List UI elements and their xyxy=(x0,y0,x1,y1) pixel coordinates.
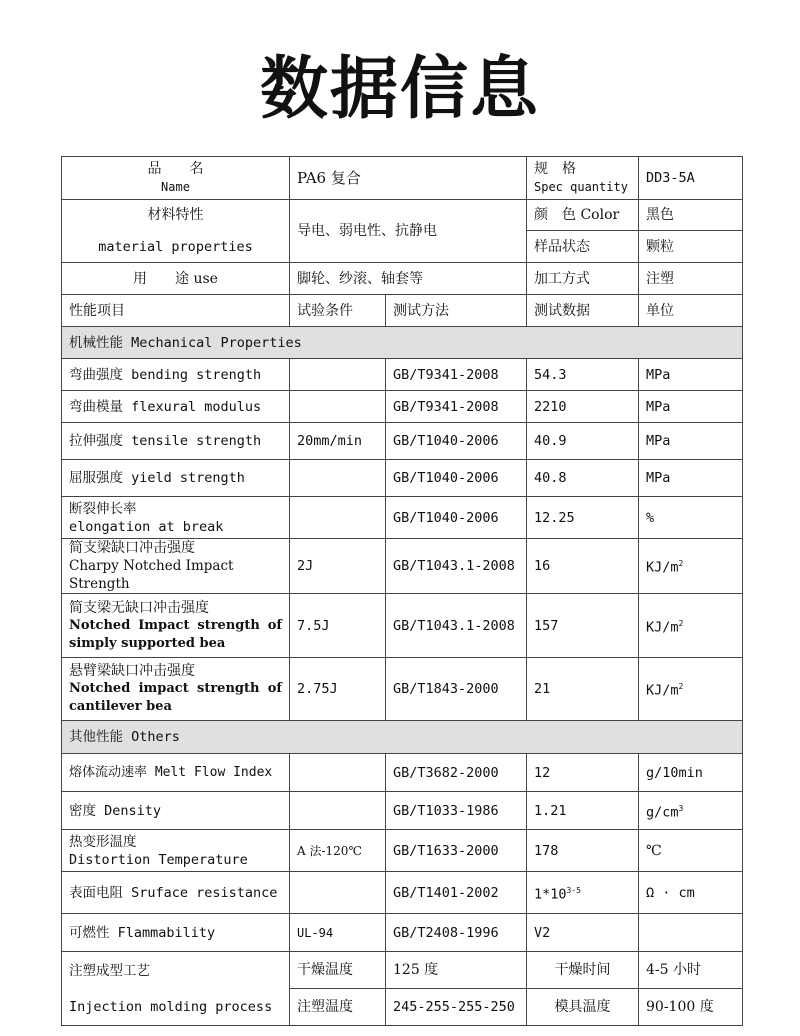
property-name: 表面电阻 Sruface resistance xyxy=(62,872,290,914)
inj-temp-value: 245-255-255-250 xyxy=(386,989,527,1026)
test-value: 2210 xyxy=(527,391,639,423)
property-name: 弯曲模量 flexural modulus xyxy=(62,391,290,423)
use-label: 用 途 use xyxy=(62,263,290,295)
test-value: 157 xyxy=(527,594,639,658)
unit: MPa xyxy=(639,359,743,391)
table-row xyxy=(62,754,743,792)
unit: $KJ/m^2$ xyxy=(639,539,743,594)
unit: ℃ xyxy=(639,830,743,872)
test-condition xyxy=(290,872,386,914)
test-value: 12 xyxy=(527,754,639,792)
spec-label: 规 格 Spec quantity xyxy=(527,157,639,200)
section-row xyxy=(62,721,743,754)
column-header: 测试方法 xyxy=(386,295,527,327)
test-condition xyxy=(290,754,386,792)
table-row xyxy=(62,157,743,200)
unit: g/10min xyxy=(639,754,743,792)
column-header: 单位 xyxy=(639,295,743,327)
table-row xyxy=(62,460,743,497)
column-header-row xyxy=(62,295,743,327)
column-header: 试验条件 xyxy=(290,295,386,327)
unit: MPa xyxy=(639,423,743,460)
property-name: 密度 Density xyxy=(62,792,290,830)
test-method: GB/T1843-2000 xyxy=(386,658,527,721)
test-value: V2 xyxy=(527,914,639,952)
table-row xyxy=(62,200,743,231)
unit: $KJ/m^2$ xyxy=(639,594,743,658)
test-method: GB/T1401-2002 xyxy=(386,872,527,914)
test-value: 40.8 xyxy=(527,460,639,497)
test-condition: 2.75J xyxy=(290,658,386,721)
test-method: GB/T1040-2006 xyxy=(386,497,527,539)
page-title: 数据信息 xyxy=(259,50,540,129)
section-title-others: 其他性能 Others xyxy=(62,721,743,754)
test-value: 16 xyxy=(527,539,639,594)
property-name: 拉伸强度 tensile strength xyxy=(62,423,290,460)
unit: MPa xyxy=(639,460,743,497)
unit: Ω · cm xyxy=(639,872,743,914)
material-label: 材料特性 material properties xyxy=(62,200,290,263)
section-title-mechanical: 机械性能 Mechanical Properties xyxy=(62,327,743,359)
dry-time-value: 4-5 小时 xyxy=(639,952,743,989)
table-row xyxy=(62,263,743,295)
test-method: GB/T1043.1-2008 xyxy=(386,594,527,658)
test-value: 21 xyxy=(527,658,639,721)
test-method: GB/T3682-2000 xyxy=(386,754,527,792)
column-header: 性能项目 xyxy=(62,295,290,327)
property-name: 简支梁缺口冲击强度 Charpy Notched Impact Strength xyxy=(62,539,290,594)
table-row xyxy=(62,792,743,830)
table-row xyxy=(62,658,743,721)
table-row xyxy=(62,391,743,423)
table-row xyxy=(62,359,743,391)
test-condition: 7.5J xyxy=(290,594,386,658)
test-value: 1.21 xyxy=(527,792,639,830)
unit: % xyxy=(639,497,743,539)
property-name: 屈服强度 yield strength xyxy=(62,460,290,497)
column-header: 测试数据 xyxy=(527,295,639,327)
table-row xyxy=(62,539,743,594)
process-label: 加工方式 xyxy=(527,263,639,295)
test-condition: 2J xyxy=(290,539,386,594)
table-row xyxy=(62,872,743,914)
test-value: 1*10$^{3-5}$ xyxy=(527,872,639,914)
test-condition: A 法-120℃ xyxy=(290,830,386,872)
material-value: 导电、弱电性、抗静电 xyxy=(290,200,527,263)
inj-temp-label: 注塑温度 xyxy=(290,989,386,1026)
test-value: 12.25 xyxy=(527,497,639,539)
table-row xyxy=(62,830,743,872)
property-name: 熔体流动速率 Melt Flow Index xyxy=(62,754,290,792)
name-label: 品 名 Name xyxy=(62,157,290,200)
dry-temp-value: 125 度 xyxy=(386,952,527,989)
unit: $g/cm^3$ xyxy=(639,792,743,830)
unit xyxy=(639,914,743,952)
color-label: 颜 色 Color xyxy=(527,200,639,231)
test-condition: UL-94 xyxy=(290,914,386,952)
test-method: GB/T2408-1996 xyxy=(386,914,527,952)
test-method: GB/T1633-2000 xyxy=(386,830,527,872)
test-condition xyxy=(290,792,386,830)
property-name: 断裂伸长率 elongation at break xyxy=(62,497,290,539)
property-name: 可燃性 Flammability xyxy=(62,914,290,952)
table-row xyxy=(62,497,743,539)
test-condition xyxy=(290,497,386,539)
mold-temp-value: 90-100 度 xyxy=(639,989,743,1026)
test-condition xyxy=(290,391,386,423)
molding-label: 注塑成型工艺 Injection molding process xyxy=(62,952,290,1026)
test-method: GB/T9341-2008 xyxy=(386,359,527,391)
color-value: 黑色 xyxy=(639,200,743,231)
test-value: 54.3 xyxy=(527,359,639,391)
dry-temp-label: 干燥温度 xyxy=(290,952,386,989)
property-name: 热变形温度 Distortion Temperature xyxy=(62,830,290,872)
test-value: 40.9 xyxy=(527,423,639,460)
sample-value: 颗粒 xyxy=(639,231,743,263)
data-sheet-table xyxy=(61,156,743,1026)
mold-temp-label: 模具温度 xyxy=(527,989,639,1026)
unit: $KJ/m^2$ xyxy=(639,658,743,721)
section-row xyxy=(62,327,743,359)
test-method: GB/T1033-1986 xyxy=(386,792,527,830)
unit: MPa xyxy=(639,391,743,423)
dry-time-label: 干燥时间 xyxy=(527,952,639,989)
test-condition: 20mm/min xyxy=(290,423,386,460)
test-method: GB/T1043.1-2008 xyxy=(386,539,527,594)
product-name: PA6 复合 xyxy=(290,157,527,200)
test-method: GB/T9341-2008 xyxy=(386,391,527,423)
use-value: 脚轮、纱滚、轴套等 xyxy=(290,263,527,295)
spec-value: DD3-5A xyxy=(639,157,743,200)
property-name: 悬臂梁缺口冲击强度 Notched impact strength of cantilever bea xyxy=(62,658,290,721)
test-value: 178 xyxy=(527,830,639,872)
test-condition xyxy=(290,359,386,391)
sample-label: 样品状态 xyxy=(527,231,639,263)
table-row xyxy=(62,952,743,989)
test-method: GB/T1040-2006 xyxy=(386,423,527,460)
property-name: 简支梁无缺口冲击强度 Notched Impact strength of simply supported bea xyxy=(62,594,290,658)
property-name: 弯曲强度 bending strength xyxy=(62,359,290,391)
table-row xyxy=(62,594,743,658)
test-condition xyxy=(290,460,386,497)
table-row xyxy=(62,914,743,952)
table-row xyxy=(62,423,743,460)
process-value: 注塑 xyxy=(639,263,743,295)
test-method: GB/T1040-2006 xyxy=(386,460,527,497)
